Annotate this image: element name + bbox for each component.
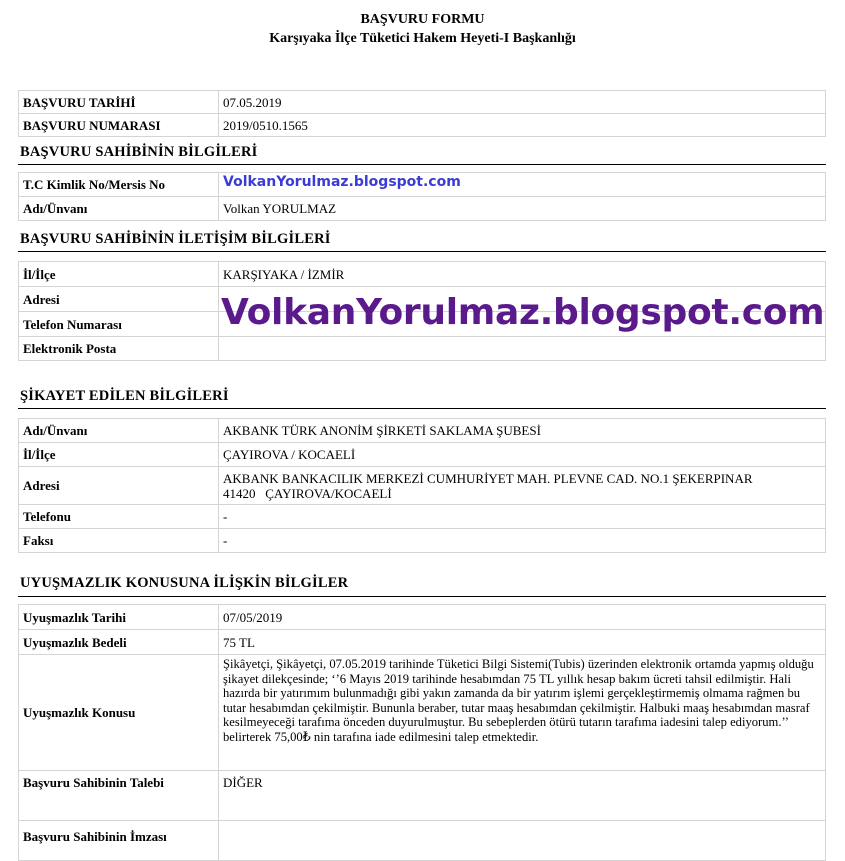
watermark-large: VolkanYorulmaz.blogspot.com — [221, 292, 825, 333]
signature-label: Başvuru Sahibinin İmzası — [19, 821, 219, 861]
application-date-value: 07.05.2019 — [219, 91, 826, 114]
dispute-date-label: Uyuşmazlık Tarihi — [19, 605, 219, 630]
section-divider — [18, 164, 826, 165]
dispute-amount-label: Uyuşmazlık Bedeli — [19, 630, 219, 655]
application-number-value: 2019/0510.1565 — [219, 114, 826, 137]
contact-phone-label: Telefon Numarası — [19, 312, 219, 337]
respondent-table — [18, 418, 826, 553]
respondent-section-title: ŞİKAYET EDİLEN BİLGİLERİ — [20, 388, 229, 404]
applicant-name-label: Adı/Ünvanı — [19, 197, 219, 221]
contact-email-label: Elektronik Posta — [19, 337, 219, 361]
respondent-address-line1: AKBANK BANKACILIK MERKEZİ CUMHURİYET MAH. PLEVNE CAD. NO.1 ŞEKERPINAR — [223, 470, 753, 486]
application-number-label: BAŞVURU NUMARASI — [19, 114, 219, 137]
contact-city-label: İl/İlçe — [19, 262, 219, 287]
respondent-city-label: İl/İlçe — [19, 443, 219, 467]
request-label: Başvuru Sahibinin Talebi — [19, 771, 219, 821]
dispute-table — [18, 604, 826, 861]
dispute-date-value: 07/05/2019 — [219, 605, 826, 630]
respondent-phone-value: - — [219, 505, 826, 529]
respondent-address-value — [219, 467, 826, 505]
contact-email-value — [219, 337, 826, 361]
applicant-id-label: T.C Kimlik No/Mersis No — [19, 173, 219, 197]
respondent-name-value: AKBANK TÜRK ANONİM ŞİRKETİ SAKLAMA ŞUBESİ — [219, 419, 826, 443]
request-value: DİĞER — [219, 771, 826, 821]
application-date-label: BAŞVURU TARİHİ — [19, 91, 219, 114]
respondent-address-label: Adresi — [19, 467, 219, 505]
section-divider — [18, 251, 826, 252]
section-divider — [18, 596, 826, 597]
watermark-small: VolkanYorulmaz.blogspot.com — [223, 174, 461, 190]
respondent-address-line2: 41420 ÇAYIROVA/KOCAELİ — [223, 485, 392, 501]
contact-city-value: KARŞIYAKA / İZMİR — [219, 262, 826, 287]
contact-address-label: Adresi — [19, 287, 219, 312]
dispute-subject-label: Uyuşmazlık Konusu — [19, 655, 219, 771]
respondent-city-value: ÇAYIROVA / KOCAELİ — [219, 443, 826, 467]
application-table — [18, 90, 826, 137]
dispute-amount-value: 75 TL — [219, 630, 826, 655]
applicant-name-value: Volkan YORULMAZ — [219, 197, 826, 221]
form-subtitle: Karşıyaka İlçe Tüketici Hakem Heyeti-I Başkanlığı — [269, 31, 576, 46]
section-divider — [18, 408, 826, 409]
dispute-section-title: UYUŞMAZLIK KONUSUNA İLİŞKİN BİLGİLER — [20, 575, 349, 591]
respondent-name-label: Adı/Ünvanı — [19, 419, 219, 443]
respondent-fax-value: - — [219, 529, 826, 553]
respondent-phone-label: Telefonu — [19, 505, 219, 529]
dispute-subject-value: Şikâyetçi, Şikâyetçi, 07.05.2019 tarihinde Tüketici Bilgi Sistemi(Tubis) üzerinden elektronik ortamda yapmış olduğu şikayet dilekçesinde; ‘’6 Mayıs 2019 tarihinde hesabımdan 75 TL yıllık hesap bakım ücreti tahsil edilmiştir. Hali hazırda bir yatırımım bulunmadığı gibi yakın zamanda da bir yatırım işlemi gerçekleştirmemiş olmama rağmen bu tutar hesabımdan çekilmiştir. Bununla beraber, tutar maaş hesabımdan çekilmiştir. Halbuki maaş hesabımdan masraf kesilmeyeceği tarafıma önceden duyurulmuştur. Bu sebeplerden ötürü tutarın tarafıma iadesini talep ediyorum.’’ belirterek 75,00₺ nin tarafına iade edilmesini talep etmektedir. — [219, 655, 826, 771]
applicant-section-title: BAŞVURU SAHİBİNİN BİLGİLERİ — [20, 144, 258, 160]
form-title: BAŞVURU FORMU — [360, 12, 485, 27]
signature-value — [219, 821, 826, 861]
respondent-fax-label: Faksı — [19, 529, 219, 553]
contact-section-title: BAŞVURU SAHİBİNİN İLETİŞİM BİLGİLERİ — [20, 231, 331, 247]
